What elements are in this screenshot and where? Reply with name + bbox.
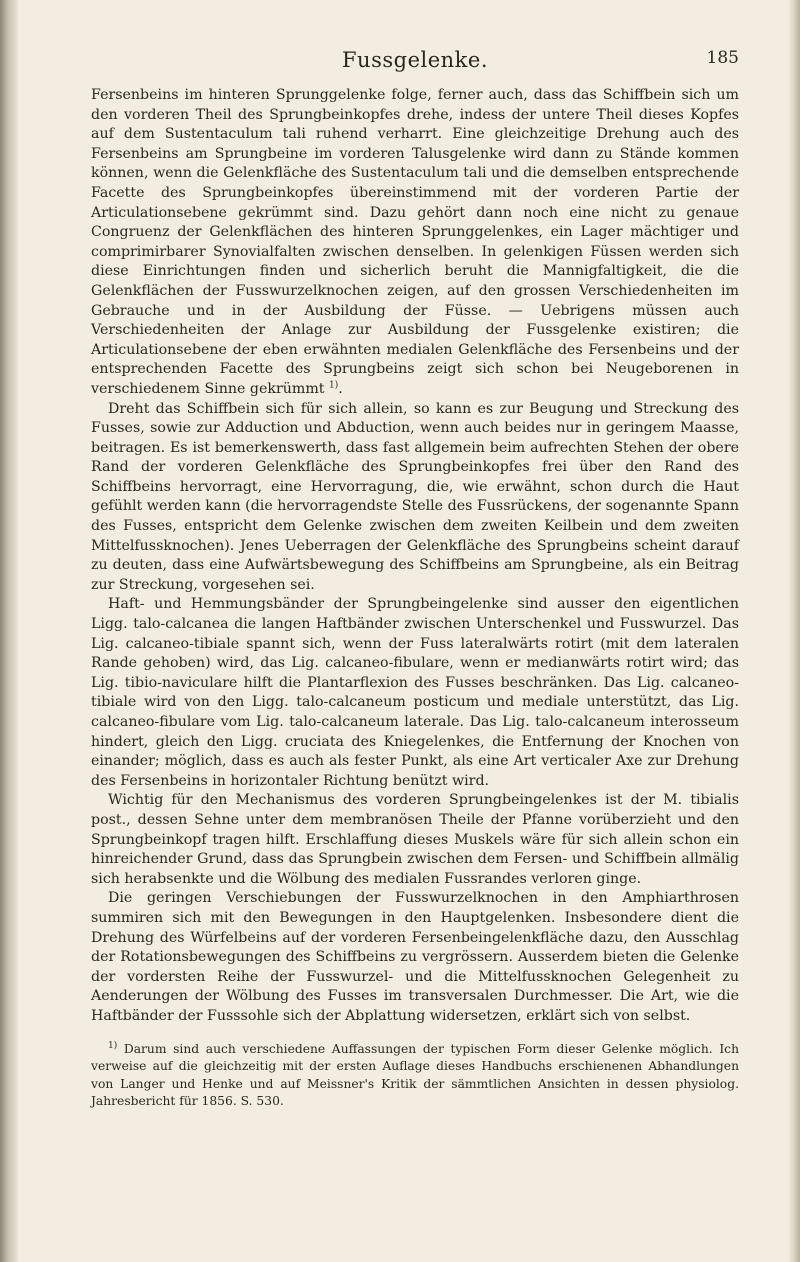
footnote-reference[interactable]: 1) bbox=[329, 380, 339, 391]
paragraph: Fersenbeins im hinteren Sprunggelenke folge, ferner auch, dass das Schiffbein sich um den vorderen Theil des Sprungbeinkopfes drehe, indess der untere Theil dieses Kopfes auf dem Sustentaculum tali ruhend verharrt. Eine gleichzeitige Drehung auch des Fersenbeins am Sprungbeine im vorderen Talusgelenke wird dann zu Stände kommen können, wenn die Gelenkfläche des Sustentaculum tali und die demselben entsprechende Facette des Sprungbeinkopfes übereinstimmend mit der vorderen Partie der Articulationsebene gekrümmt sind. Dazu gehört dann noch eine nicht zu genaue Congruenz der Gelenkflächen des hinteren Sprunggelenkes, ein Lager mächtiger und comprimirbarer Synovialfalten zwischen denselben. In gelenkigen Füssen werden sich diese Einrichtungen finden und sicherlich beruht die Mannigfaltigkeit, die die Gelenkflächen der Fusswurzelknochen zeigen, auf den grossen Verschiedenheiten im Gebrauche und in der Ausbildung der Füsse. — Uebrigens müssen auch Verschiedenheiten der Anlage zur Ausbildung der Fussgelenke existiren; die Articulationsebene der eben erwähnten medialen Gelenkfläche des Fersenbeins und der entsprechenden Facette des Sprungbeins zeigt sich schon bei Neugeborenen in verschiedenem Sinne gekrümmt $^{1)}$. bbox=[91, 87, 739, 397]
running-title: Fussgelenke. bbox=[341, 48, 489, 72]
footnote bbox=[91, 1041, 739, 1111]
page-header bbox=[91, 48, 739, 86]
paragraph: Haft- und Hemmungsbänder der Sprungbeingelenke sind ausser den eigentlichen Ligg. talo-calcanea die langen Haftbänder zwischen Unterschenkel und Fusswurzel. Das Lig. calcaneo-tibiale spannt sich, wenn der Fuss lateralwärts rotirt (mit dem lateralen Rande gehoben) wird, das Lig. calcaneo-fibulare, wenn er medianwärts rotirt wird; das Lig. tibio-naviculare hilft die Plantarflexion des Fusses beschränken. Das Lig. calcaneo-tibiale wird von den Ligg. talo-calcaneum posticum und mediale unterstützt, das Lig. calcaneo-fibulare vom Lig. talo-calcaneum laterale. Das Lig. talo-calcaneum interosseum hindert, gleich den Ligg. cruciata des Kniegelenkes, die Entfernung der Knochen von einander; möglich, dass es auch als fester Punkt, als eine Art verticaler Axe zur Drehung des Fersenbeins in horizontaler Richtung benützt wird. bbox=[91, 596, 739, 789]
body-text bbox=[91, 86, 739, 1027]
paragraph: Die geringen Verschiebungen der Fusswurzelknochen in den Amphiarthrosen summiren sich mit den Bewegungen in den Hauptgelenken. Insbesondere dient die Drehung des Würfelbeins auf der vorderen Fersenbeingelenkfläche dazu, den Ausschlag der Rotationsbewegungen des Schiffbeins zu vergrössern. Ausserdem bieten die Gelenke der vordersten Reihe der Fusswurzel- und die Mittelfussknochen Gelegenheit zu Aenderungen der Wölbung des Fusses im transversalen Durchmesser. Die Art, wie die Haftbänder der Fusssohle sich der Abplattung widersetzen, erklärt sich von selbst. bbox=[91, 890, 739, 1024]
paragraph-text: Fersenbeins im hinteren Sprunggelenke folge, ferner auch, dass das Schiffbein sich um den vorderen Theil des Sprungbeinkopfes drehe, indess der untere Theil dieses Kopfes auf dem Sustentaculum tali ruhend verharrt. Eine gleichzeitige Drehung auch des Fersenbeins am Sprungbeine im vorderen Talusgelenke wird dann zu Stände kommen können, wenn die Gelenkfläche des Sustentaculum tali und die demselben entsprechende Facette des Sprungbeinkopfes übereinstimmend mit der vorderen Partie der Articulationsebene gekrümmt sind. Dazu gehört dann noch eine nicht zu genaue Congruenz der Gelenkflächen des hinteren Sprunggelenkes, ein Lager mächtiger und comprimirbarer Synovialfalten zwischen denselben. In gelenkigen Füssen werden sich diese Einrichtungen finden und sicherlich beruht die Mannigfaltigkeit, die die Gelenkflächen der Fusswurzelknochen zeigen, auf den grossen Verschiedenheiten im Gebrauche und in der Ausbildung der Füsse. — Uebrigens müssen auch Verschiedenheiten der Anlage zur Ausbildung der Fussgelenke existiren; die Articulationsebene der eben erwähnten medialen Gelenkfläche des Fersenbeins und der entsprechenden Facette des Sprungbeins zeigt sich schon bei Neugeborenen in verschiedenem Sinne gekrümmt bbox=[91, 87, 739, 397]
footnote-marker: 1) bbox=[108, 1040, 118, 1051]
paragraph: Dreht das Schiffbein sich für sich allein, so kann es zur Beugung und Streckung des Fusses, sowie zur Adduction und Abduction, wenn auch beides nur in geringem Maasse, beitragen. Es ist bemerkenswerth, dass fast allgemein beim aufrechten Stehen der obere Rand der vorderen Gelenkfläche des Sprungbeinkopfes frei über den Rand des Schiffbeins hervorragt, eine Hervorragung, die, wie erwähnt, schon durch die Haut gefühlt werden kann (die hervorragendste Stelle des Fussrückens, der sogenannte Spann des Fusses, entspricht dem Gelenke zwischen dem zweiten Keilbein und dem zweiten Mittelfussknochen). Jenes Ueberragen der Gelenkfläche des Sprungbeins scheint darauf zu deuten, dass eine Aufwärtsbewegung des Schiffbeins am Sprungbeine, als ein Beitrag zur Streckung, vorgesehen sei. bbox=[91, 400, 739, 593]
footnote-text: Darum sind auch verschiedene Auffassungen der typischen Form dieser Gelenke möglich. Ich verweise auf die gleichzeitig mit der ersten Auflage dieses Handbuchs erschienenen Abhandlungen von Langer und Henke und auf Meissner's Kritik der sämmtlichen Ansichten in dessen physiolog. Jahresbericht für 1856. S. 530. bbox=[91, 1041, 739, 1108]
page-edge-shadow bbox=[788, 0, 800, 1262]
page-number: 185 bbox=[706, 48, 739, 68]
paragraph: Wichtig für den Mechanismus des vorderen Sprungbeingelenkes ist der M. tibialis post., dessen Sehne unter dem membranösen Theile der Pfanne vorüberzieht und den Sprungbeinkopf tragen hilft. Erschlaffung dieses Muskels wäre für sich allein schon ein hinreichender Grund, dass das Sprungbein zwischen dem Fersen- und Schiffbein allmälig sich herabsenkte und die Wölbung des medialen Fussrandes verloren ginge. bbox=[91, 792, 739, 887]
book-page bbox=[91, 48, 739, 1111]
book-spine-shadow bbox=[0, 0, 18, 1262]
